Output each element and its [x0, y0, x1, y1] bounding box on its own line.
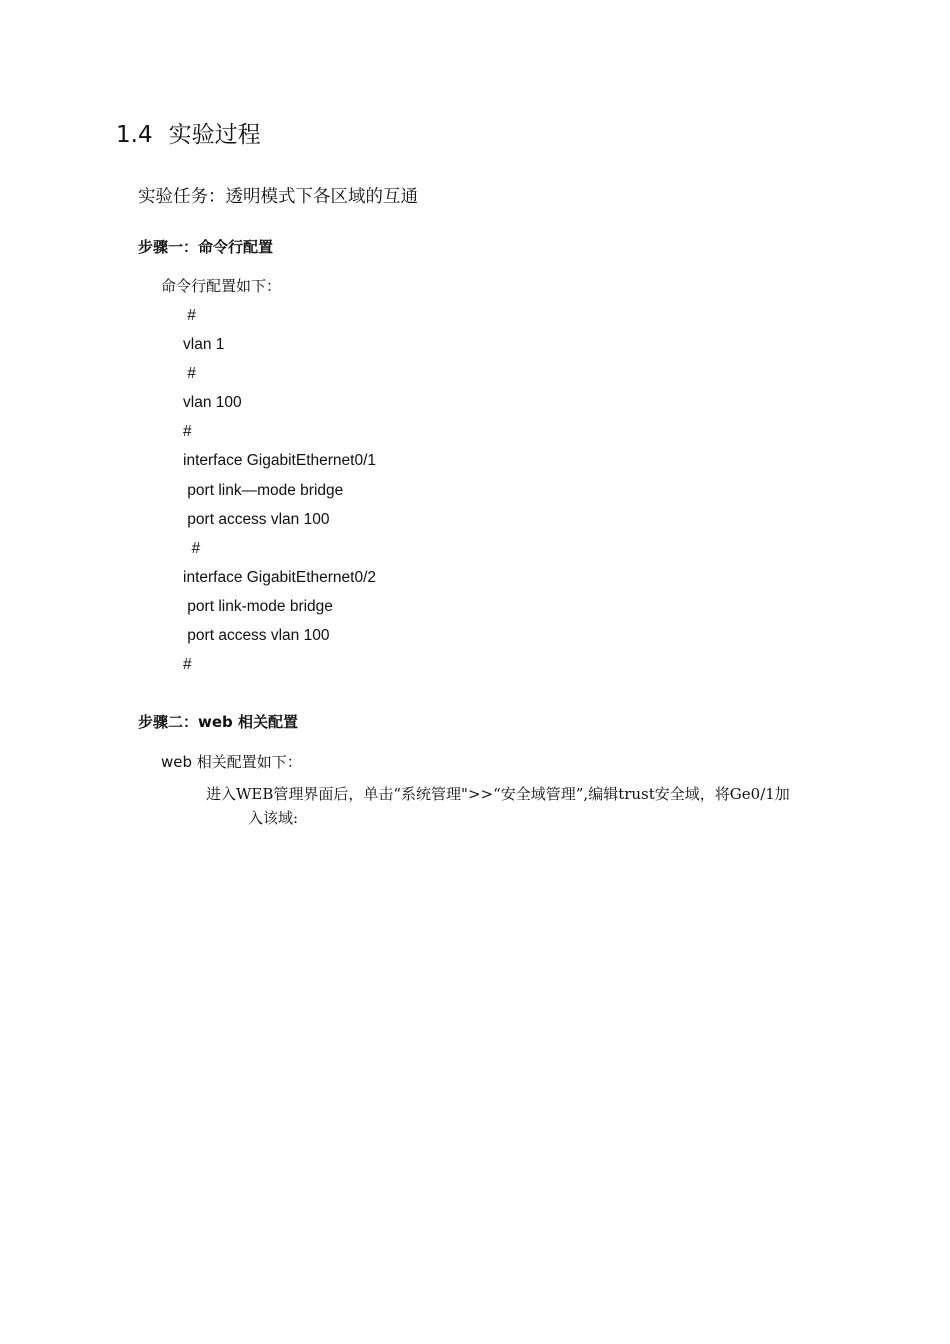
task-title: 实验任务：透明模式下各区域的互通 [138, 187, 418, 207]
code-line: interface GigabitEthernet0/2 [183, 568, 377, 586]
code-line: vlan 100 [183, 394, 242, 412]
section-heading [116, 116, 261, 149]
code-line: # [183, 423, 192, 441]
code-line: port link—mode bridge [183, 481, 344, 499]
step1-intro: 命令行配置如下： [161, 277, 282, 295]
code-line: interface GigabitEthernet0/1 [183, 452, 377, 470]
step2-description [206, 782, 846, 830]
step2-title: 步骤二：web 相关配置 [138, 713, 298, 731]
section-title: 实验过程 [168, 122, 261, 148]
code-line: port link-mode bridge [183, 597, 333, 615]
description-line: 入该域: [248, 809, 299, 827]
code-line: port access vlan 100 [183, 627, 330, 645]
code-line: # [183, 656, 192, 674]
section-number: 1.4 [116, 122, 153, 148]
code-line: # [183, 539, 201, 557]
description-line: 进入WEB管理界面后，单击“系统管理">>“安全域管理”,编辑trust安全域，将Ge0/1加 [206, 785, 790, 803]
step1-title: 步骤一：命令行配置 [138, 238, 274, 256]
code-line: # [183, 365, 196, 383]
cli-config-block [183, 301, 376, 679]
step2-intro: web 相关配置如下： [161, 753, 302, 771]
code-line: port access vlan 100 [183, 510, 330, 528]
code-line: vlan 1 [183, 336, 225, 354]
code-line: # [183, 307, 196, 324]
